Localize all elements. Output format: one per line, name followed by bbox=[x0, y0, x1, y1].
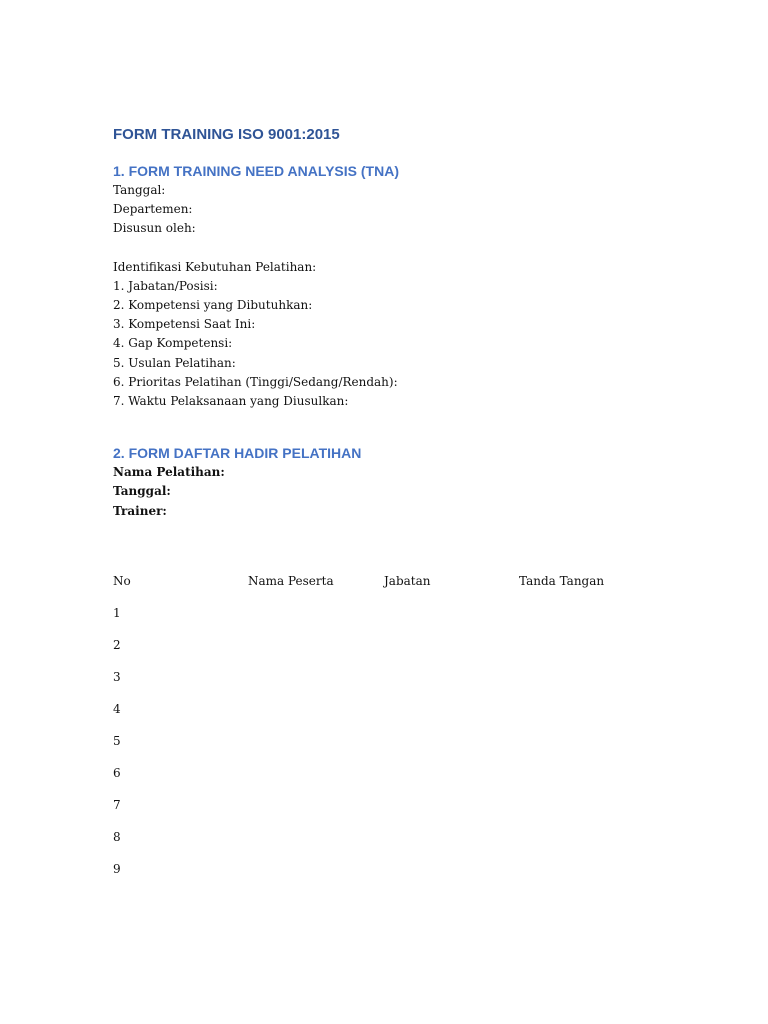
attendance-field-nama-pelatihan: Nama Pelatihan: bbox=[113, 465, 225, 480]
list-item: 1. Jabatan/Posisi: bbox=[113, 278, 218, 293]
table-row bbox=[113, 668, 673, 700]
table-row bbox=[113, 764, 673, 796]
column-header-no: No bbox=[113, 573, 131, 588]
tna-needs-list bbox=[113, 258, 713, 412]
row-number: 3 bbox=[113, 669, 121, 684]
document-title: FORM TRAINING ISO 9001:2015 bbox=[113, 126, 340, 143]
attendance-field-trainer: Trainer: bbox=[113, 503, 167, 518]
row-number: 5 bbox=[113, 733, 121, 748]
list-item: 5. Usulan Pelatihan: bbox=[113, 355, 236, 370]
tna-fields bbox=[113, 181, 713, 239]
table-row bbox=[113, 732, 673, 764]
attendance-field-tanggal: Tanggal: bbox=[113, 484, 171, 499]
table-row bbox=[113, 796, 673, 828]
attendance-fields bbox=[113, 463, 713, 521]
tna-field-disusun-oleh: Disusun oleh: bbox=[113, 221, 196, 236]
list-item: 6. Prioritas Pelatihan (Tinggi/Sedang/Rendah): bbox=[113, 374, 398, 389]
row-number: 7 bbox=[113, 797, 121, 812]
row-number: 6 bbox=[113, 765, 121, 780]
list-item: 4. Gap Kompetensi: bbox=[113, 336, 233, 351]
row-number: 9 bbox=[113, 861, 121, 876]
table-row bbox=[113, 860, 673, 892]
attendance-table bbox=[113, 572, 673, 892]
row-number: 8 bbox=[113, 829, 121, 844]
tna-list-title: Identifikasi Kebutuhan Pelatihan: bbox=[113, 259, 317, 274]
row-number: 1 bbox=[113, 605, 121, 620]
tna-field-tanggal: Tanggal: bbox=[113, 183, 166, 197]
list-item: 2. Kompetensi yang Dibutuhkan: bbox=[113, 298, 313, 313]
table-row bbox=[113, 636, 673, 668]
column-header-nama-peserta: Nama Peserta bbox=[248, 573, 334, 588]
table-row bbox=[113, 700, 673, 732]
column-header-jabatan: Jabatan bbox=[384, 573, 431, 588]
document-page bbox=[113, 124, 713, 892]
column-header-tanda-tangan: Tanda Tangan bbox=[519, 573, 605, 588]
list-item: 3. Kompetensi Saat Ini: bbox=[113, 317, 256, 332]
table-header-row bbox=[113, 572, 673, 604]
tna-field-departemen: Departemen: bbox=[113, 202, 193, 217]
section-1-heading: 1. FORM TRAINING NEED ANALYSIS (TNA) bbox=[113, 163, 399, 179]
table-row bbox=[113, 828, 673, 860]
list-item: 7. Waktu Pelaksanaan yang Diusulkan: bbox=[113, 394, 349, 409]
row-number: 2 bbox=[113, 637, 121, 652]
row-number: 4 bbox=[113, 701, 121, 716]
section-2-heading: 2. FORM DAFTAR HADIR PELATIHAN bbox=[113, 445, 362, 462]
table-row bbox=[113, 604, 673, 636]
